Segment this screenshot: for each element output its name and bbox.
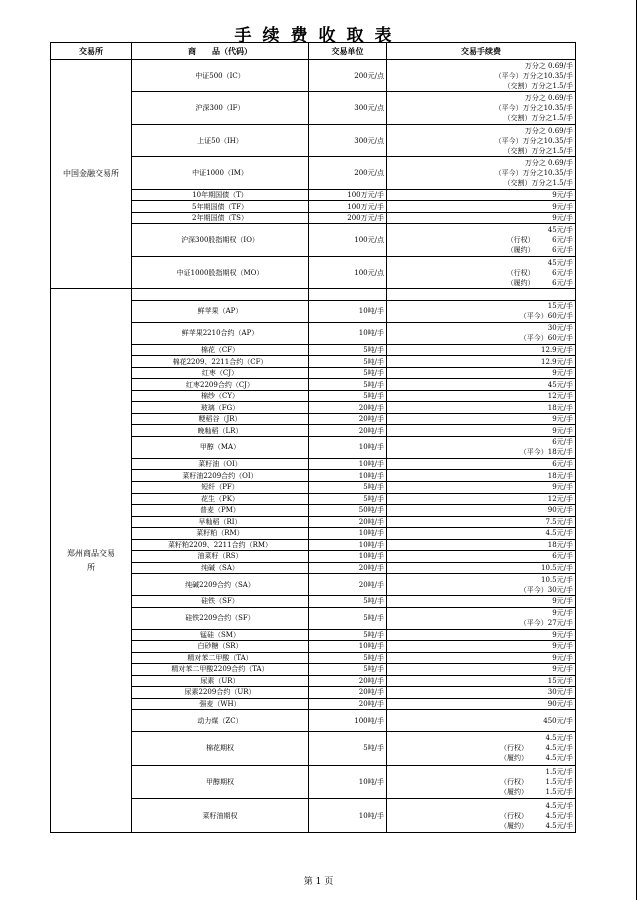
unit-cell: 20吨/手 bbox=[309, 687, 387, 699]
fee-cell bbox=[387, 289, 576, 301]
fee-line: 9元/手 bbox=[552, 415, 573, 424]
product-cell: 棉花2209、2211合约（CF） bbox=[132, 356, 309, 368]
fee-line: 6元/手 bbox=[552, 438, 573, 447]
fee-cell bbox=[387, 675, 576, 687]
fee-line: 12.9元/手 bbox=[541, 357, 573, 366]
fee-line: 9元/手 bbox=[552, 426, 573, 435]
unit-cell: 5吨/手 bbox=[309, 732, 387, 766]
fee-line: 30元/手 bbox=[547, 688, 573, 697]
product-cell: 菜籽粕2209、2211合约（RM） bbox=[132, 539, 309, 551]
fee-cell bbox=[387, 596, 576, 608]
unit-cell: 5吨/手 bbox=[309, 629, 387, 641]
fee-cell bbox=[387, 551, 576, 563]
product-cell: 甲醇（MA） bbox=[132, 436, 309, 458]
fee-line: 万分之 0.69/手 bbox=[524, 159, 573, 168]
unit-cell: 20吨/手 bbox=[309, 562, 387, 574]
product-cell: 普麦（PM） bbox=[132, 505, 309, 517]
fee-cell bbox=[387, 799, 576, 833]
fee-line: 15元/手 bbox=[547, 676, 573, 685]
fee-table-body bbox=[51, 60, 576, 833]
unit-cell: 200元/点 bbox=[309, 157, 387, 189]
product-cell: 粳稻谷（JR） bbox=[132, 413, 309, 425]
product-cell: 纯碱（SA） bbox=[132, 562, 309, 574]
unit-cell: 10吨/手 bbox=[309, 765, 387, 799]
fee-cell bbox=[387, 732, 576, 766]
product-cell: 棉花期权 bbox=[132, 732, 309, 766]
fee-line: （履约） 4.5元/手 bbox=[500, 821, 573, 830]
fee-line: （交割）万分之1.5/手 bbox=[503, 81, 573, 90]
fee-line: 9元/手 bbox=[552, 369, 573, 378]
fee-line: 9元/手 bbox=[552, 665, 573, 674]
fee-line: 90元/手 bbox=[547, 506, 573, 515]
fee-line: 45元/手 bbox=[547, 226, 573, 235]
fee-cell bbox=[387, 425, 576, 437]
fee-line: （平今）万分之10.35/手 bbox=[494, 71, 573, 80]
unit-cell: 20吨/手 bbox=[309, 516, 387, 528]
fee-line: （行权） 6元/手 bbox=[506, 236, 573, 245]
product-cell: 纯碱2209合约（SA） bbox=[132, 574, 309, 596]
unit-cell: 5吨/手 bbox=[309, 652, 387, 664]
fee-line: 万分之 0.69/手 bbox=[524, 94, 573, 103]
fee-line: （履约） 1.5元/手 bbox=[500, 787, 573, 796]
fee-cell bbox=[387, 765, 576, 799]
product-cell: 中证1000股指期权（MO） bbox=[132, 256, 309, 288]
unit-cell: 20吨/手 bbox=[309, 698, 387, 710]
fee-cell bbox=[387, 356, 576, 368]
product-cell: 2年期国债（TS） bbox=[132, 212, 309, 224]
unit-cell: 300元/点 bbox=[309, 124, 387, 156]
product-cell: 玻璃（FG） bbox=[132, 402, 309, 414]
fee-line: 10.5元/手 bbox=[541, 575, 573, 584]
fee-line: （履约） 6元/手 bbox=[506, 278, 573, 287]
unit-cell: 100万元/手 bbox=[309, 201, 387, 213]
unit-cell: 20吨/手 bbox=[309, 675, 387, 687]
product-cell: 上证50（IH） bbox=[132, 124, 309, 156]
fee-line: 450元/手 bbox=[543, 716, 573, 725]
fee-line: 45元/手 bbox=[547, 380, 573, 389]
product-cell: 精对苯二甲酸2209合约（TA） bbox=[132, 664, 309, 676]
product-cell: 花生（PK） bbox=[132, 493, 309, 505]
unit-cell: 10吨/手 bbox=[309, 528, 387, 540]
product-cell: 甲醇期权 bbox=[132, 765, 309, 799]
fee-cell bbox=[387, 664, 576, 676]
fee-cell bbox=[387, 212, 576, 224]
fee-line: （平今）60元/手 bbox=[519, 312, 573, 321]
fee-line: 9元/手 bbox=[552, 609, 573, 618]
product-cell: 白砂糖（SR） bbox=[132, 641, 309, 653]
fee-cell bbox=[387, 157, 576, 189]
fee-cell bbox=[387, 402, 576, 414]
unit-cell: 20吨/手 bbox=[309, 574, 387, 596]
unit-cell: 5吨/手 bbox=[309, 379, 387, 391]
fee-line: 万分之 0.69/手 bbox=[524, 126, 573, 135]
unit-cell: 5吨/手 bbox=[309, 344, 387, 356]
fee-line: 45元/手 bbox=[547, 258, 573, 267]
fee-line: 10.5元/手 bbox=[541, 563, 573, 572]
product-cell: 强麦（WH） bbox=[132, 698, 309, 710]
fee-line: 18元/手 bbox=[547, 403, 573, 412]
product-cell: 棉纱（CY） bbox=[132, 390, 309, 402]
fee-line: 1.5元/手 bbox=[545, 767, 573, 776]
unit-cell: 10吨/手 bbox=[309, 322, 387, 344]
unit-cell: 10吨/手 bbox=[309, 551, 387, 563]
fee-line: 7.5元/手 bbox=[545, 517, 573, 526]
fee-line: （履约） 4.5元/手 bbox=[500, 754, 573, 763]
product-cell: 沪深300股指期权（IO） bbox=[132, 224, 309, 256]
fee-line: （行权） 1.5元/手 bbox=[500, 777, 573, 786]
product-cell: 锰硅（SM） bbox=[132, 629, 309, 641]
fee-line: （平今）万分之10.35/手 bbox=[494, 169, 573, 178]
product-cell: 短纤（PF） bbox=[132, 481, 309, 493]
unit-cell: 20吨/手 bbox=[309, 402, 387, 414]
unit-cell: 200元/点 bbox=[309, 60, 387, 92]
fee-cell bbox=[387, 224, 576, 256]
fee-cell bbox=[387, 562, 576, 574]
fee-cell bbox=[387, 652, 576, 664]
fee-line: 4.5元/手 bbox=[545, 734, 573, 743]
product-cell: 菜籽粕（RM） bbox=[132, 528, 309, 540]
fee-line bbox=[387, 290, 573, 300]
fee-line: 4.5元/手 bbox=[545, 801, 573, 810]
unit-cell: 5吨/手 bbox=[309, 596, 387, 608]
fee-line: （交割）万分之1.5/手 bbox=[503, 114, 573, 123]
product-cell: 5年期国债（TF） bbox=[132, 201, 309, 213]
fee-line: 9元/手 bbox=[552, 202, 573, 211]
unit-cell: 300元/点 bbox=[309, 92, 387, 124]
fee-line: （履约） 6元/手 bbox=[506, 246, 573, 255]
fee-cell bbox=[387, 436, 576, 458]
fee-cell bbox=[387, 379, 576, 391]
unit-cell: 5吨/手 bbox=[309, 390, 387, 402]
fee-line: 9元/手 bbox=[552, 214, 573, 223]
exchange-cell: 中国金融交易所 bbox=[51, 60, 132, 289]
header-row bbox=[51, 43, 576, 60]
unit-cell: 10吨/手 bbox=[309, 458, 387, 470]
product-cell: 鲜苹果（AP） bbox=[132, 300, 309, 322]
fee-line: （行权） 4.5元/手 bbox=[500, 744, 573, 753]
product-cell: 红枣（CJ） bbox=[132, 367, 309, 379]
header-product: 商 品（代码） bbox=[132, 43, 309, 60]
fee-line: 9元/手 bbox=[552, 191, 573, 200]
fee-line: 12.9元/手 bbox=[541, 346, 573, 355]
fee-cell bbox=[387, 322, 576, 344]
product-cell: 精对苯二甲酸（TA） bbox=[132, 652, 309, 664]
header-unit: 交易单位 bbox=[309, 43, 387, 60]
unit-cell: 50吨/手 bbox=[309, 505, 387, 517]
fee-cell bbox=[387, 300, 576, 322]
product-cell: 硅铁2209合约（SF） bbox=[132, 607, 309, 629]
fee-line: （平今）60元/手 bbox=[519, 334, 573, 343]
product-cell: 油菜籽（RS） bbox=[132, 551, 309, 563]
fee-line: （平今）18元/手 bbox=[519, 448, 573, 457]
product-cell bbox=[132, 289, 309, 301]
fee-line: 18元/手 bbox=[547, 471, 573, 480]
fee-cell bbox=[387, 641, 576, 653]
unit-cell: 5吨/手 bbox=[309, 664, 387, 676]
fee-line: （平今）万分之10.35/手 bbox=[494, 136, 573, 145]
fee-line: 9元/手 bbox=[552, 653, 573, 662]
unit-cell: 100元/点 bbox=[309, 256, 387, 288]
fee-line: （平今）万分之10.35/手 bbox=[494, 104, 573, 113]
fee-cell bbox=[387, 470, 576, 482]
product-cell: 中证500（IC） bbox=[132, 60, 309, 92]
fee-cell bbox=[387, 201, 576, 213]
page-number: 第 1 页 bbox=[303, 877, 334, 887]
table-row bbox=[51, 289, 576, 301]
page-title: 手续费收取表 bbox=[234, 26, 403, 46]
product-cell: 动力煤（ZC） bbox=[132, 710, 309, 732]
fee-line: （平今）30元/手 bbox=[519, 585, 573, 594]
unit-cell: 100元/点 bbox=[309, 224, 387, 256]
exchange-cell: 郑州商品交易所 bbox=[51, 289, 132, 833]
unit-cell: 5吨/手 bbox=[309, 481, 387, 493]
product-cell: 沪深300（IF） bbox=[132, 92, 309, 124]
unit-cell bbox=[309, 289, 387, 301]
fee-line: 18元/手 bbox=[547, 540, 573, 549]
fee-line: （交割）万分之1.5/手 bbox=[503, 146, 573, 155]
fee-cell bbox=[387, 92, 576, 124]
product-cell: 棉花（CF） bbox=[132, 344, 309, 356]
unit-cell: 10吨/手 bbox=[309, 799, 387, 833]
fee-cell bbox=[387, 687, 576, 699]
fee-line: 万分之 0.69/手 bbox=[524, 61, 573, 70]
unit-cell: 10吨/手 bbox=[309, 539, 387, 551]
fee-cell bbox=[387, 390, 576, 402]
fee-cell bbox=[387, 607, 576, 629]
fee-cell bbox=[387, 528, 576, 540]
product-cell: 尿素2209合约（UR） bbox=[132, 687, 309, 699]
fee-line: （行权） 6元/手 bbox=[506, 268, 573, 277]
unit-cell: 20吨/手 bbox=[309, 425, 387, 437]
unit-cell: 100万元/手 bbox=[309, 189, 387, 201]
unit-cell: 5吨/手 bbox=[309, 607, 387, 629]
product-cell: 菜籽油2209合约（OI） bbox=[132, 470, 309, 482]
fee-line: 9元/手 bbox=[552, 630, 573, 639]
fee-line: 9元/手 bbox=[552, 483, 573, 492]
fee-cell bbox=[387, 574, 576, 596]
fee-table bbox=[50, 42, 576, 833]
product-cell: 10年期国债（T） bbox=[132, 189, 309, 201]
unit-cell: 20吨/手 bbox=[309, 413, 387, 425]
fee-cell bbox=[387, 698, 576, 710]
fee-cell bbox=[387, 710, 576, 732]
fee-cell bbox=[387, 539, 576, 551]
product-cell: 菜籽油（OI） bbox=[132, 458, 309, 470]
fee-line: 6元/手 bbox=[552, 552, 573, 561]
product-cell: 晚籼稻（LR） bbox=[132, 425, 309, 437]
fee-line: （行权） 4.5元/手 bbox=[500, 811, 573, 820]
fee-line: 30元/手 bbox=[547, 324, 573, 333]
fee-cell bbox=[387, 493, 576, 505]
fee-cell bbox=[387, 256, 576, 288]
unit-cell: 5吨/手 bbox=[309, 356, 387, 368]
fee-cell bbox=[387, 505, 576, 517]
fee-line: 15元/手 bbox=[547, 302, 573, 311]
fee-cell bbox=[387, 60, 576, 92]
product-cell: 硅铁（SF） bbox=[132, 596, 309, 608]
fee-cell bbox=[387, 124, 576, 156]
fee-cell bbox=[387, 458, 576, 470]
header-exchange: 交易所 bbox=[51, 43, 132, 60]
fee-line: 9元/手 bbox=[552, 597, 573, 606]
product-cell: 红枣2209合约（CJ） bbox=[132, 379, 309, 391]
unit-cell: 10吨/手 bbox=[309, 470, 387, 482]
fee-cell bbox=[387, 367, 576, 379]
unit-cell: 10吨/手 bbox=[309, 300, 387, 322]
fee-cell bbox=[387, 344, 576, 356]
unit-cell: 200万元/手 bbox=[309, 212, 387, 224]
unit-cell: 100吨/手 bbox=[309, 710, 387, 732]
fee-cell bbox=[387, 189, 576, 201]
fee-line: （交割）万分之1.5/手 bbox=[503, 179, 573, 188]
unit-cell: 10吨/手 bbox=[309, 641, 387, 653]
fee-line: 90元/手 bbox=[547, 699, 573, 708]
product-cell: 鲜苹果2210合约（AP） bbox=[132, 322, 309, 344]
fee-cell bbox=[387, 516, 576, 528]
product-cell: 菜籽油期权 bbox=[132, 799, 309, 833]
unit-cell: 5吨/手 bbox=[309, 367, 387, 379]
product-cell: 中证1000（IM） bbox=[132, 157, 309, 189]
fee-cell bbox=[387, 481, 576, 493]
header-fee: 交易手续费 bbox=[387, 43, 576, 60]
fee-line: 12元/手 bbox=[547, 392, 573, 401]
fee-cell bbox=[387, 629, 576, 641]
product-cell: 尿素（UR） bbox=[132, 675, 309, 687]
fee-line: 9元/手 bbox=[552, 642, 573, 651]
unit-cell: 10吨/手 bbox=[309, 436, 387, 458]
product-cell: 早籼稻（RI） bbox=[132, 516, 309, 528]
fee-line: 12元/手 bbox=[547, 494, 573, 503]
table-row bbox=[51, 60, 576, 92]
fee-line: 6元/手 bbox=[552, 460, 573, 469]
fee-line: 4.5元/手 bbox=[545, 529, 573, 538]
fee-line: （平今）27元/手 bbox=[519, 619, 573, 628]
unit-cell: 5吨/手 bbox=[309, 493, 387, 505]
fee-cell bbox=[387, 413, 576, 425]
